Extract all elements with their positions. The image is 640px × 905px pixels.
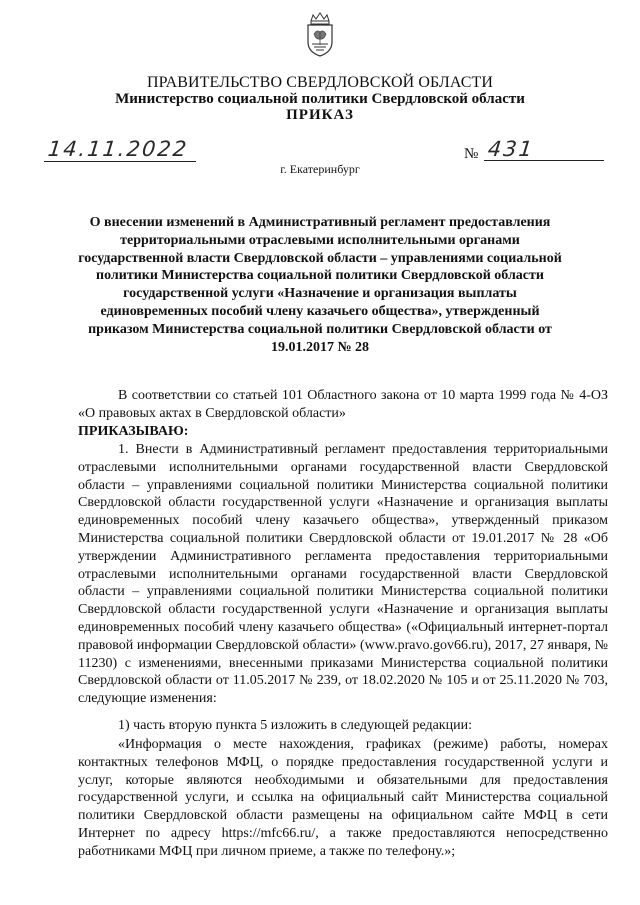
- document-title: О внесении изменений в Административный регламент предоставления территориальными отраслевыми исполнительными органами государственной власти Свердловской области – управлениями социальной политики Министерства социальной политики Свердловской области государственной услуги «Назначение и организация выплаты единовременных пособий члену казачьего общества», утвержденный приказом Министерства социальной политики Свердловской области от 19.01.2017 № 28: [78, 215, 562, 355]
- number-field: [484, 137, 604, 161]
- item-1-paragraph: 1. Внести в Административный регламент предоставления территориальными отраслевыми исполнительными органами государственной власти Свердловской области – управлениями социальной политики Министерства социальной политики Свердловской области государственной услуги «Назначение и организация выплаты единовременных пособий члену казачьего общества», утвержденный приказом Министерства социальной политики Свердловской области от 19.01.2017 № 28 «Об утверждении Административного регламента предоставления территориальными отраслевыми исполнительными органами государственной власти Свердловской области – управлениями социальной политики Министерства социальной политики Свердловской области государственной услуги «Назначение и организация выплаты единовременных пособий члену казачьего общества» («Официальный интернет-портал правовой информации Свердловской области» (www.pravo.gov66.ru), 2017, 27 января, № 11230) с изменениями, внесенными приказами Министерства социальной политики Свердловской области от 11.05.2017 № 239, от 18.02.2020 № 105 и от 25.11.2020 № 703, следующие изменения:: [78, 442, 608, 707]
- quote-paragraph: «Информация о месте нахождения, графиках (режиме) работы, номерах контактных телефонов МФЦ, о порядке предоставления государственной услуги и услуг, которые являются необходимыми и обязательными для предоставления государственной услуги, и ссылка на официальный сайт Министерства социальной политики Свердловской области размещены на официальном сайте МФЦ в сети Интернет по адресу https://mfc66.ru/, а также предоставляются непосредственно работниками МФЦ при личном приеме, а также по телефону.»;: [78, 737, 608, 859]
- handwritten-date: 14.11.2022: [46, 137, 190, 161]
- handwritten-number: 431: [486, 137, 536, 161]
- order-word: ПРИКАЗЫВАЮ:: [78, 424, 189, 439]
- subitem-1-paragraph: 1) часть вторую пункта 5 изложить в следующей редакции:: [118, 718, 472, 733]
- city: г. Екатеринбург: [280, 162, 360, 176]
- government-title: ПРАВИТЕЛЬСТВО СВЕРДЛОВСКОЙ ОБЛАСТИ: [146, 74, 494, 91]
- coat-of-arms-icon: [302, 12, 338, 58]
- number-label: №: [464, 146, 479, 162]
- document-type: ПРИКАЗ: [286, 107, 354, 123]
- intro-paragraph: В соответствии со статьей 101 Областного закона от 10 марта 1999 года № 4-ОЗ «О правовых актах в Свердловской области»: [78, 388, 608, 421]
- date-field: [44, 137, 196, 162]
- ministry-name: Министерство социальной политики Свердловской области: [115, 91, 525, 107]
